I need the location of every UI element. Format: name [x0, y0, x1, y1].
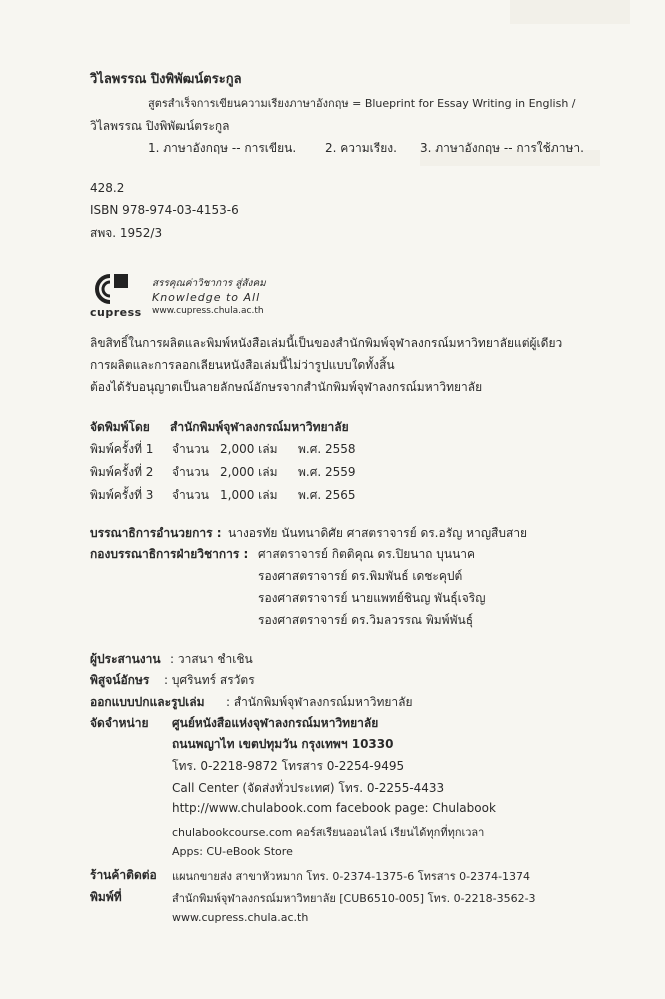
shop-contact-label: ร้านค้าติดต่อ: [90, 868, 157, 882]
editorial-board-member: รองศาสตราจารย์ นายแพทย์ชินญ พันธุ์เจริญ: [258, 591, 486, 605]
subject-1: 1. ภาษาอังกฤษ -- การเขียน.: [148, 141, 297, 155]
edition-qty: 2,000 เล่ม: [220, 465, 278, 479]
bleed-through-shape: [510, 0, 630, 24]
edition-row: [90, 440, 390, 456]
proofreader-label: พิสูจน์อักษร: [90, 673, 150, 687]
edition-qty-label: จำนวน: [172, 442, 209, 456]
editor-director-name: นางอรทัย นันทนาดิศัย ศาสตราจารย์ ดร.อรัญ หาญสืบสาย: [228, 526, 528, 540]
printed-at-url: www.cupress.chula.ac.th: [172, 911, 309, 924]
copyright-line-3: ต้องได้รับอนุญาตเป็นลายลักษณ์อักษรจากสำนักพิมพ์จุฬาลงกรณ์มหาวิทยาลัย: [90, 380, 483, 394]
proofreader-name: : บุศรินทร์ สรวัตร: [164, 673, 255, 687]
subject-3: 3. ภาษาอังกฤษ -- การใช้ภาษา.: [420, 141, 584, 155]
spj-number: สพจ. 1952/3: [90, 226, 163, 240]
distribution-apps: Apps: CU-eBook Store: [172, 845, 293, 858]
printed-by-publisher: สำนักพิมพ์จุฬาลงกรณ์มหาวิทยาลัย: [170, 420, 349, 434]
class-number: 428.2: [90, 181, 125, 195]
logo-url: www.cupress.chula.ac.th: [152, 306, 264, 316]
edition-qty-label: จำนวน: [172, 465, 209, 479]
author-heading: วิไลพรรณ ปิงพิพัฒน์ตระกูล: [90, 72, 242, 87]
copyright-line-1: ลิขสิทธิ์ในการผลิตและพิมพ์หนังสือเล่มนี้เป็นของสำนักพิมพ์จุฬาลงกรณ์มหาวิทยาลัยแต่ผู้เดียว: [90, 336, 563, 350]
distribution-name: ศูนย์หนังสือแห่งจุฬาลงกรณ์มหาวิทยาลัย: [172, 716, 379, 730]
edition-qty: 2,000 เล่ม: [220, 442, 278, 456]
editorial-board-member: รองศาสตราจารย์ ดร.พิมพันธ์ เดชะคุปต์: [258, 569, 463, 583]
distribution-course: chulabookcourse.com คอร์สเรียนออนไลน์ เรียนได้ทุกที่ทุกเวลา: [172, 826, 485, 839]
logo-tagline-thai: สรรคุณค่าวิชาการ สู่สังคม: [152, 278, 266, 289]
distribution-address: ถนนพญาไท เขตปทุมวัน กรุงเทพฯ 10330: [172, 737, 394, 751]
edition-number: พิมพ์ครั้งที่ 1: [90, 442, 154, 456]
editorial-board-member: รองศาสตราจารย์ ดร.วิมลวรรณ พิมพ์พันธุ์: [258, 613, 474, 627]
editorial-board-label: กองบรรณาธิการฝ่ายวิชาการ :: [90, 547, 249, 561]
edition-number: พิมพ์ครั้งที่ 3: [90, 488, 154, 502]
logo-wordmark: cupress: [90, 306, 142, 319]
coordinator-label: ผู้ประสานงาน: [90, 652, 161, 666]
distribution-web: http://www.chulabook.com facebook page: Chulabook: [172, 801, 496, 815]
edition-qty: 1,000 เล่ม: [220, 488, 278, 502]
shop-contact-text: แผนกขายส่ง สาขาหัวหมาก โทร. 0-2374-1375-6 โทรสาร 0-2374-1374: [172, 870, 531, 883]
edition-row: [90, 486, 390, 502]
editorial-board-member: ศาสตราจารย์ กิตติคุณ ดร.ปิยนาถ บุนนาค: [258, 547, 476, 561]
edition-row: [90, 463, 390, 479]
printed-at-label: พิมพ์ที่: [90, 890, 122, 904]
editor-director-label: บรรณาธิการอำนวยการ :: [90, 526, 222, 540]
isbn: ISBN 978-974-03-4153-6: [90, 203, 239, 217]
title-line-2: วิไลพรรณ ปิงพิพัฒน์ตระกูล: [90, 119, 230, 133]
edition-year: พ.ศ. 2558: [298, 442, 356, 456]
edition-number: พิมพ์ครั้งที่ 2: [90, 465, 154, 479]
edition-year: พ.ศ. 2565: [298, 488, 356, 502]
printed-by-label: จัดพิมพ์โดย: [90, 420, 150, 434]
distribution-label: จัดจำหน่าย: [90, 716, 149, 730]
coordinator-name: : วาสนา ชำเชิน: [170, 652, 253, 666]
logo-tagline-en: Knowledge to All: [152, 291, 261, 304]
title-line-1: สูตรสำเร็จการเขียนความเรียงภาษาอังกฤษ = Blueprint for Essay Writing in English /: [148, 97, 576, 110]
design-label: ออกแบบปกและรูปเล่ม: [90, 695, 205, 709]
printed-at-text: สำนักพิมพ์จุฬาลงกรณ์มหาวิทยาลัย [CUB6510-005] โทร. 0-2218-3562-3: [172, 892, 536, 905]
cupress-logo-icon: [90, 272, 136, 306]
distribution-call-center: Call Center (จัดส่งทั่วประเทศ) โทร. 0-2255-4433: [172, 781, 445, 795]
subject-2: 2. ความเรียง.: [325, 141, 397, 155]
edition-qty-label: จำนวน: [172, 488, 209, 502]
edition-year: พ.ศ. 2559: [298, 465, 356, 479]
distribution-phone: โทร. 0-2218-9872 โทรสาร 0-2254-9495: [172, 759, 405, 773]
copyright-line-2: การผลิตและการลอกเลียนหนังสือเล่มนี้ไม่ว่ารูปแบบใดทั้งสิ้น: [90, 358, 395, 372]
design-name: : สำนักพิมพ์จุฬาลงกรณ์มหาวิทยาลัย: [226, 695, 413, 709]
